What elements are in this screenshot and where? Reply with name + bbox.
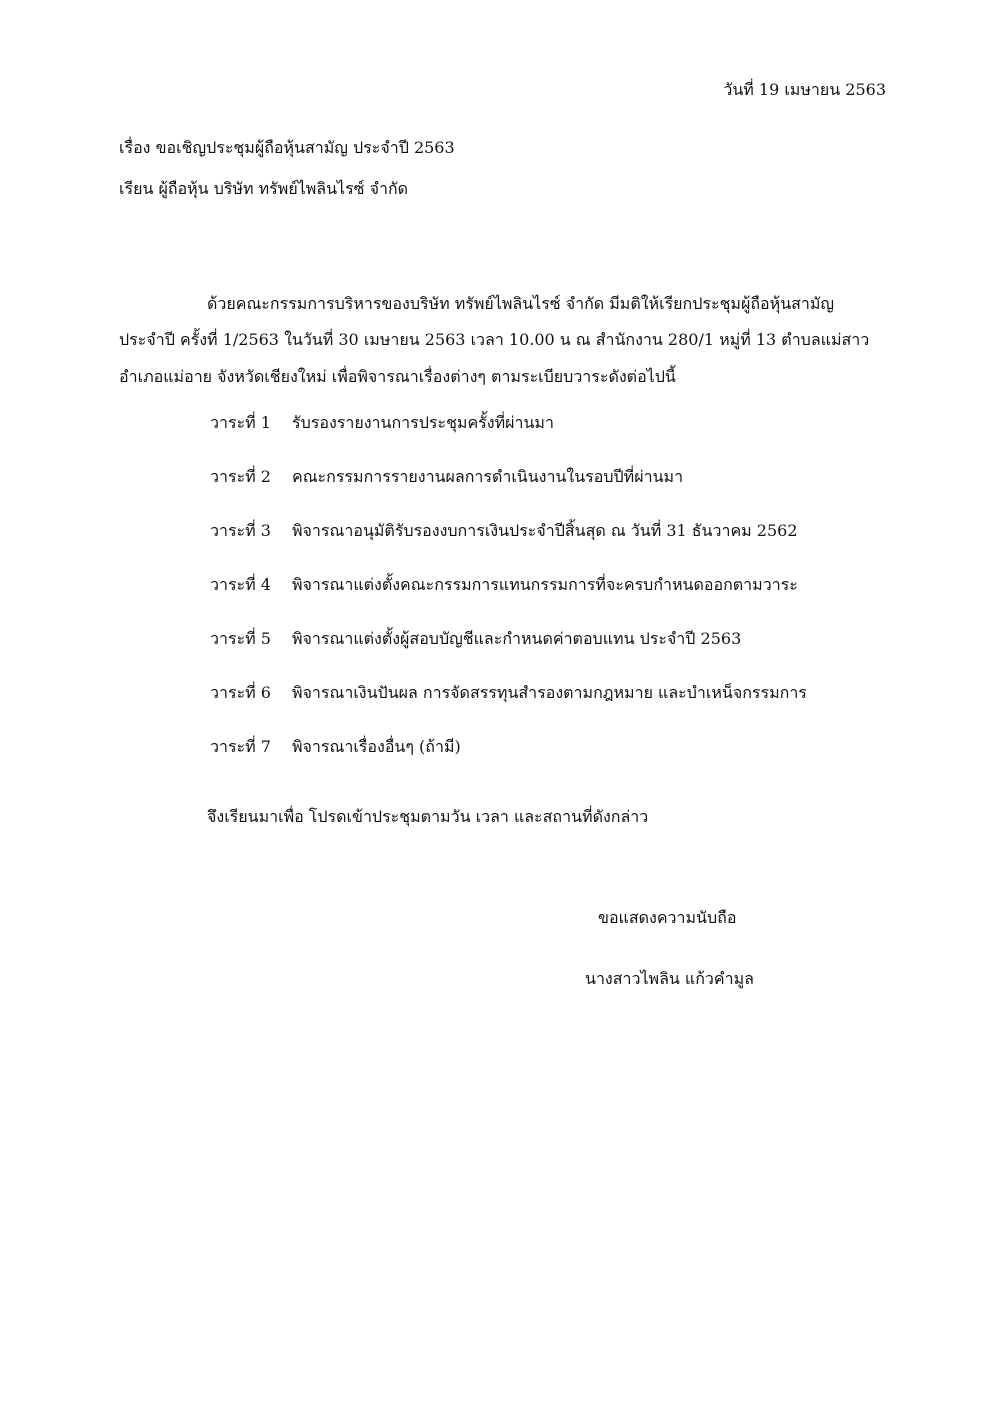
agenda-text: พิจารณาเงินปันผล การจัดสรรทุนสำรองตามกฎหมาย และบำเหน็จกรรมการ xyxy=(292,683,807,702)
agenda-label: วาระที่ 6 xyxy=(210,683,271,702)
agenda-label: วาระที่ 3 xyxy=(210,521,271,540)
agenda-item xyxy=(210,574,798,596)
body-line-2: ประจำปี ครั้งที่ 1/2563 ในวันที่ 30 เมษายน 2563 เวลา 10.00 น ณ สำนักงาน 280/1 หมู่ที่ 13 ตำบลแม่สาว xyxy=(119,330,870,349)
closing-regards: ขอแสดงความนับถือ xyxy=(598,908,737,927)
agenda-label: วาระที่ 1 xyxy=(210,413,271,432)
agenda-text: คณะกรรมการรายงานผลการดำเนินงานในรอบปีที่ผ่านมา xyxy=(292,467,684,486)
agenda-label: วาระที่ 5 xyxy=(210,629,271,648)
agenda-label: วาระที่ 7 xyxy=(210,737,271,756)
agenda-text: พิจารณาแต่งตั้งผู้สอบบัญชีและกำหนดค่าตอบแทน ประจำปี 2563 xyxy=(292,629,742,648)
letter-recipient: เรียน ผู้ถือหุ้น บริษัท ทรัพย์ไพลินไรซ์ จำกัด xyxy=(119,179,409,198)
letter-date: วันที่ 19 เมษายน 2563 xyxy=(723,80,886,99)
signer-name: นางสาวไพลิน แก้วคำมูล xyxy=(585,969,754,988)
agenda-item xyxy=(210,412,554,434)
agenda-item xyxy=(210,682,807,704)
agenda-label: วาระที่ 4 xyxy=(210,575,271,594)
closing-line: จึงเรียนมาเพื่อ โปรดเข้าประชุมตามวัน เวลา และสถานที่ดังกล่าว xyxy=(207,807,649,826)
body-line-3: อำเภอแม่อาย จังหวัดเชียงใหม่ เพื่อพิจารณาเรื่องต่างๆ ตามระเบียบวาระดังต่อไปนี้ xyxy=(119,367,676,386)
body-line-1: ด้วยคณะกรรมการบริหารของบริษัท ทรัพย์ไพลินไรซ์ จำกัด มีมติให้เรียกประชุมผู้ถือหุ้นสามัญ xyxy=(207,294,835,313)
agenda-item xyxy=(210,628,741,650)
agenda-label: วาระที่ 2 xyxy=(210,467,271,486)
agenda-item xyxy=(210,466,683,488)
agenda-text: พิจารณาแต่งตั้งคณะกรรมการแทนกรรมการที่จะครบกำหนดออกตามวาระ xyxy=(292,575,798,594)
agenda-text: พิจารณาอนุมัติรับรองงบการเงินประจำปีสิ้นสุด ณ วันที่ 31 ธันวาคม 2562 xyxy=(292,521,798,540)
agenda-text: รับรองรายงานการประชุมครั้งที่ผ่านมา xyxy=(292,413,554,432)
agenda-text: พิจารณาเรื่องอื่นๆ (ถ้ามี) xyxy=(292,737,461,756)
letter-subject: เรื่อง ขอเชิญประชุมผู้ถือหุ้นสามัญ ประจำปี 2563 xyxy=(119,138,455,157)
agenda-item xyxy=(210,520,798,542)
agenda-item xyxy=(210,736,461,758)
